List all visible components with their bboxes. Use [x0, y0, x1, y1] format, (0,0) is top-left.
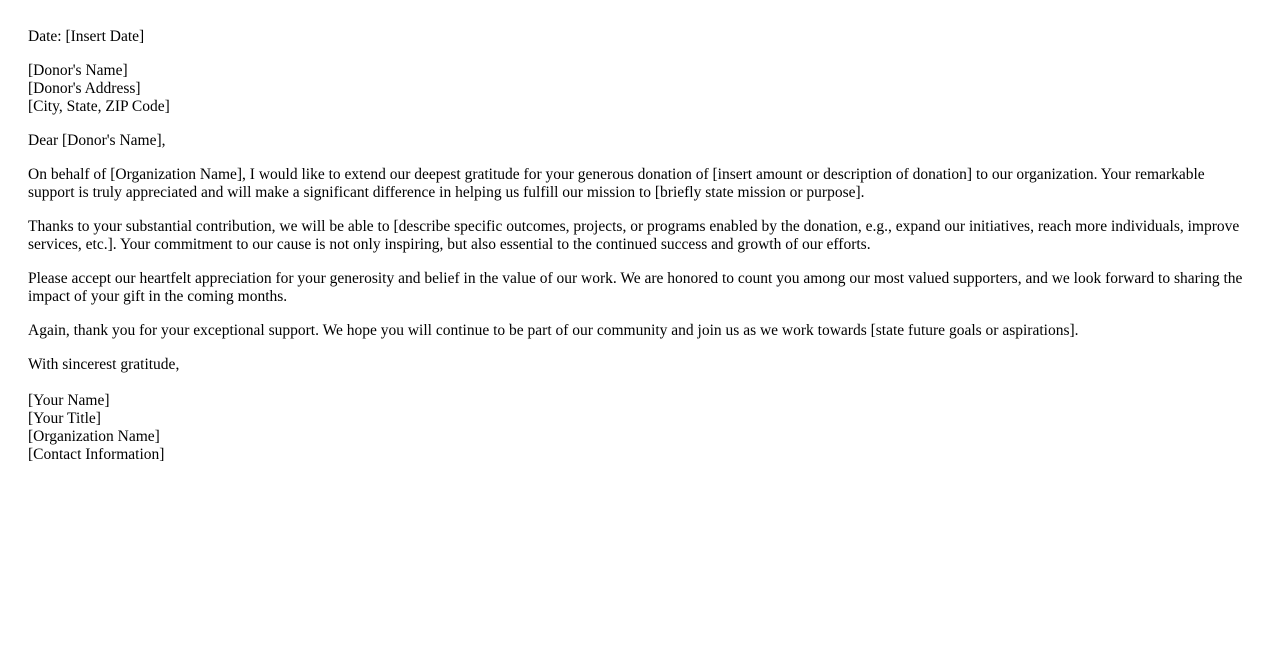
- paragraph-appreciation: Please accept our heartfelt appreciation for your generosity and belief in the value of our work. We are honored to count you among our most valued supporters, and we look forward to sharing the impact of your gift in the coming months.: [28, 270, 1243, 305]
- closing-line: With sincerest gratitude,: [28, 356, 180, 373]
- recipient-address: [Donor's Address]: [28, 80, 141, 97]
- letter-body: [28, 28, 1252, 480]
- signature-block: [28, 392, 1252, 464]
- recipient-address-block: [28, 62, 1252, 116]
- signature-contact: [Contact Information]: [28, 446, 165, 463]
- recipient-city-state-zip: [City, State, ZIP Code]: [28, 98, 170, 115]
- salutation: Dear [Donor's Name],: [28, 132, 166, 149]
- paragraph-gratitude: On behalf of [Organization Name], I would like to extend our deepest gratitude for your generous donation of [insert amount or description of donation] to our organization. Your remarkable support is truly appreciated and will make a significant difference in helping us fulfill our mission to [briefly state mission or purpose].: [28, 166, 1205, 201]
- date-line: Date: [Insert Date]: [28, 28, 145, 45]
- paragraph-impact: Thanks to your substantial contribution, we will be able to [describe specific outcomes, projects, or programs enabled by the donation, e.g., expand our initiatives, reach more individuals, improve services, etc.]. Your commitment to our cause is not only inspiring, but also essential to the continued success and growth of our efforts.: [28, 218, 1240, 253]
- signature-title: [Your Title]: [28, 410, 101, 427]
- recipient-name: [Donor's Name]: [28, 62, 128, 79]
- signature-organization: [Organization Name]: [28, 428, 160, 445]
- paragraph-thanks-again: Again, thank you for your exceptional support. We hope you will continue to be part of our community and join us as we work towards [state future goals or aspirations].: [28, 322, 1079, 339]
- signature-name: [Your Name]: [28, 392, 110, 409]
